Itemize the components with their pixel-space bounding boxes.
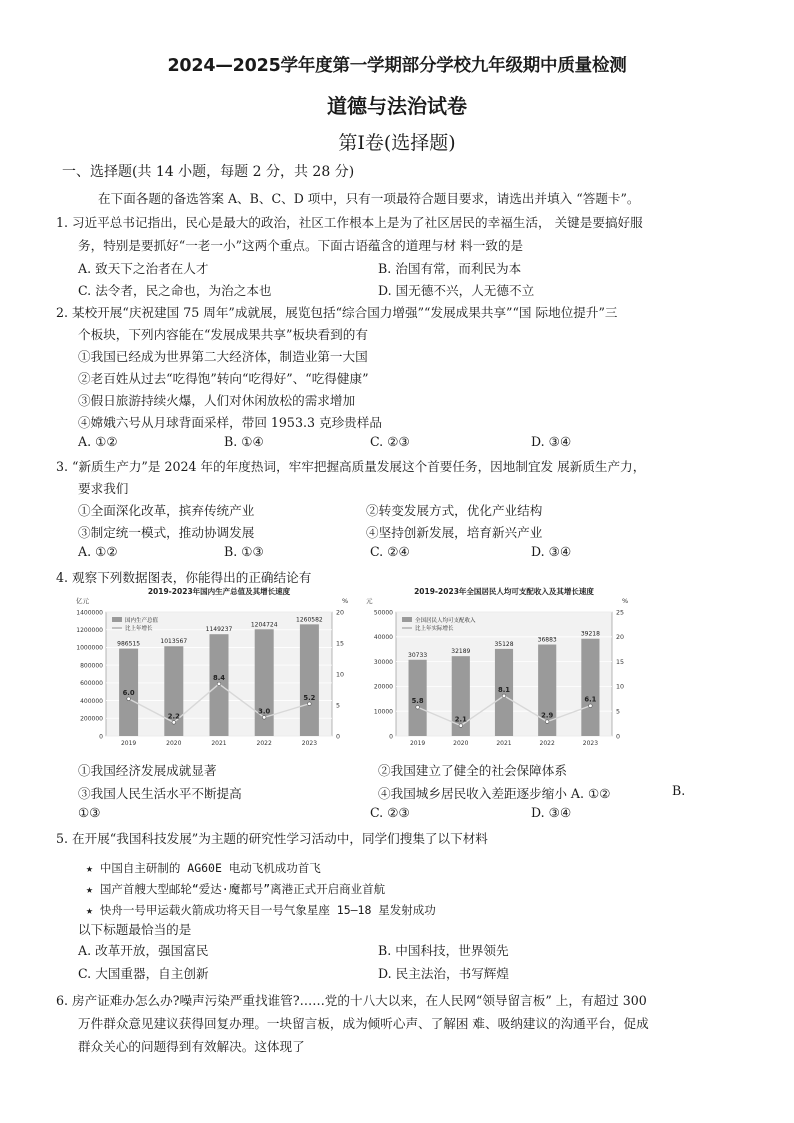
q3-option-a: A. ①②	[78, 544, 118, 559]
legend-bar-swatch	[402, 617, 412, 622]
bar	[300, 624, 319, 736]
q4-item-1: ①我国经济发展成就显著	[78, 763, 217, 778]
y-left-tick-label: 800000	[80, 662, 103, 670]
q6-stem-line1: 6. 房产证难办怎么办?噪声污染严重找谁管?……党的十八大以来，在人民网“领导留言板” 上，有超过 300	[56, 993, 647, 1008]
legend-line-label: 比上年实际增长	[415, 626, 454, 632]
growth-point	[589, 704, 593, 708]
x-tick-label: 2020	[453, 740, 469, 747]
q5-material-1: ★ 中国自主研制的 AG60E 电动飞机成功首飞	[86, 861, 321, 875]
q6-stem-line3: 群众关心的问题得到有效解决。这体现了	[78, 1039, 305, 1054]
q6-stem-line2: 万件群众意见建议获得回复办理。一块留言板，成为倾听心声、了解困 难、吸纳建议的沟通平台，促成	[78, 1016, 649, 1031]
y-left-tick-label: 20000	[373, 683, 393, 691]
y-left-tick-label: 400000	[80, 697, 103, 705]
legend-bar-label: 国内生产总值	[125, 618, 159, 624]
growth-point	[545, 720, 549, 724]
q4-item-3: ③我国人民生活水平不断提高	[78, 786, 242, 801]
bar	[581, 639, 599, 736]
bar-value-label: 1204724	[250, 621, 278, 629]
q5-material-3: ★ 快舟一号甲运载火箭成功将天目一号气象星座 15—18 星发射成功	[86, 903, 436, 917]
q2-item-4: ④嫦娥六号从月球背面采样，带回 1953.3 克珍贵样品	[78, 415, 382, 430]
y-right-unit: %	[342, 597, 349, 605]
q1-option-a: A. 致天下之治者在人才	[78, 261, 209, 276]
x-tick-label: 2021	[496, 740, 512, 747]
section-instruction: 在下面各题的备选答案 A、B、C、D 项中，只有一项最符合题目要求，请选出并填入 “答题卡”。	[98, 191, 640, 206]
income-chart	[350, 584, 640, 754]
q5-stem: 5. 在开展“我国科技发展”为主题的研究性学习活动中，同学们搜集了以下材料	[56, 831, 488, 846]
q3-stem-line1: 3. “新质生产力”是 2024 年的年度热词，牢牢把握高质量发展这个首要任务，因地制宜发 展新质生产力，	[56, 459, 646, 474]
q1-stem-line1: 1. 习近平总书记指出，民心是最大的政治，社区工作根本上是为了社区居民的幸福生活， 关键是要搞好服	[56, 215, 643, 230]
exam-title: 2024—2025学年度第一学期部分学校九年级期中质量检测	[167, 56, 627, 76]
q2-option-a: A. ①②	[78, 434, 118, 449]
growth-value-label: 8.1	[497, 685, 511, 694]
q4-option-d: D. ③④	[531, 805, 572, 820]
y-left-unit: 元	[366, 597, 373, 605]
q4-option-b-cont: ①③	[78, 805, 101, 820]
legend-bar-swatch	[112, 617, 122, 622]
y-right-unit: %	[622, 597, 629, 605]
chart-title: 2019-2023年全国居民人均可支配收入及其增长速度	[414, 587, 594, 596]
bar-value-label: 1013567	[160, 638, 188, 646]
q5-option-b: B. 中国科技，世界领先	[378, 943, 509, 958]
bar-value-label: 986515	[117, 640, 141, 648]
y-left-tick-label: 30000	[373, 658, 393, 666]
x-tick-label: 2022	[539, 740, 555, 747]
bar-value-label: 39218	[580, 630, 600, 638]
y-left-tick-label: 1400000	[76, 609, 103, 617]
growth-point	[416, 705, 420, 709]
y-left-tick-label: 40000	[373, 634, 393, 642]
y-left-tick-label: 0	[99, 733, 103, 741]
q2-stem-line2: 个板块，下列内容能在“发展成果共享”板块看到的有	[78, 327, 368, 342]
q3-option-d: D. ③④	[531, 544, 572, 559]
q1-option-d: D. 国无德不兴，人无德不立	[378, 283, 535, 298]
q2-option-d: D. ③④	[531, 434, 572, 449]
growth-value-label: 6.1	[584, 695, 597, 704]
x-tick-label: 2021	[211, 740, 227, 747]
growth-value-label: 8.4	[212, 673, 226, 682]
growth-value-label: 2.9	[541, 711, 554, 720]
legend-bar-label: 全国居民人均可支配收入	[415, 618, 476, 624]
q4-option-b-label: B.	[672, 783, 686, 798]
q5-question: 以下标题最恰当的是	[78, 922, 192, 937]
y-right-tick-label: 5	[616, 708, 621, 716]
q4-item-2: ②我国建立了健全的社会保障体系	[378, 763, 567, 778]
y-left-tick-label: 600000	[80, 680, 103, 688]
y-left-tick-label: 1200000	[76, 627, 103, 635]
gdp-chart	[60, 584, 360, 754]
bar-value-label: 36883	[537, 636, 557, 644]
q5-option-d: D. 民主法治，书写辉煌	[378, 966, 509, 981]
growth-point	[502, 694, 506, 698]
q2-option-b: B. ①④	[224, 434, 264, 449]
growth-value-label: 2.2	[167, 712, 180, 721]
y-right-tick-label: 15	[336, 640, 345, 648]
y-right-tick-label: 20	[616, 634, 625, 642]
x-tick-label: 2019	[120, 740, 137, 747]
bar	[255, 629, 274, 736]
q2-item-3: ③假日旅游持续火爆，人们对休闲放松的需求增加	[78, 393, 356, 408]
q3-stem-line2: 要求我们	[78, 481, 129, 496]
q2-item-1: ①我国已经成为世界第二大经济体，制造业第一大国	[78, 349, 368, 364]
growth-point	[217, 682, 221, 686]
y-right-tick-label: 20	[336, 609, 345, 617]
y-right-tick-label: 0	[336, 733, 341, 741]
q5-material-2: ★ 国产首艘大型邮轮“爱达·魔都号”离港正式开启商业首航	[86, 882, 386, 896]
y-right-tick-label: 15	[616, 658, 625, 666]
q3-option-b: B. ①③	[224, 544, 264, 559]
legend-line-label: 比上年增长	[125, 626, 153, 632]
y-left-tick-label: 50000	[373, 609, 393, 617]
x-tick-label: 2019	[409, 740, 426, 747]
chart-title: 2019-2023年国内生产总值及其增长速度	[147, 587, 291, 596]
q2-item-2: ②老百姓从过去“吃得饱”转向“吃得好”、“吃得健康”	[78, 371, 369, 386]
y-right-tick-label: 0	[616, 733, 621, 741]
bar-value-label: 1260582	[296, 616, 323, 624]
y-left-tick-label: 200000	[80, 715, 103, 723]
volume-title: 第Ⅰ卷(选择题)	[338, 132, 456, 154]
y-left-tick-label: 0	[389, 733, 393, 741]
growth-value-label: 2.1	[454, 715, 467, 724]
q2-option-c: C. ②③	[370, 434, 410, 449]
q4-option-c: C. ②③	[370, 805, 410, 820]
section-heading: 一、选择题(共 14 小题，每题 2 分，共 28 分)	[62, 164, 355, 180]
q3-item-1: ①全面深化改革，摈弃传统产业	[78, 503, 255, 518]
bar-value-label: 30733	[408, 651, 428, 659]
q3-option-c: C. ②④	[370, 544, 410, 559]
q1-option-c: C. 法令者，民之命也，为治之本也	[78, 283, 272, 298]
q5-option-c: C. 大国重器，自主创新	[78, 966, 209, 981]
subject-title: 道德与法治试卷	[327, 94, 467, 118]
q5-option-a: A. 改革开放，强国富民	[78, 943, 209, 958]
growth-point	[459, 724, 463, 728]
q1-stem-line2: 务，特别是要抓好“一老一小”这两个重点。下面古语蕴含的道理与材 料一致的是	[78, 238, 524, 253]
growth-value-label: 5.8	[411, 697, 424, 706]
q3-item-4: ④坚持创新发展，培育新兴产业	[366, 525, 543, 540]
q1-option-b: B. 治国有常，而利民为本	[378, 261, 522, 276]
q3-item-3: ③制定统一模式，推动协调发展	[78, 525, 255, 540]
growth-point	[262, 716, 266, 720]
y-right-tick-label: 10	[616, 683, 625, 691]
growth-value-label: 6.0	[122, 688, 135, 697]
q4-stem: 4. 观察下列数据图表，你能得出的正确结论有	[56, 570, 312, 585]
growth-point	[308, 702, 312, 706]
x-tick-label: 2022	[256, 740, 272, 747]
growth-point	[172, 721, 176, 725]
growth-value-label: 3.0	[258, 707, 271, 716]
growth-value-label: 5.2	[303, 693, 316, 702]
bar-value-label: 32189	[451, 648, 471, 656]
y-left-tick-label: 1000000	[76, 644, 103, 652]
x-tick-label: 2020	[166, 740, 182, 747]
x-tick-label: 2023	[582, 740, 599, 747]
growth-point	[127, 697, 131, 701]
x-tick-label: 2023	[301, 740, 318, 747]
y-left-tick-label: 10000	[373, 708, 393, 716]
y-right-tick-label: 10	[336, 671, 345, 679]
q3-item-2: ②转变发展方式，优化产业结构	[366, 503, 543, 518]
bar-value-label: 35128	[494, 640, 514, 648]
y-right-tick-label: 5	[336, 702, 341, 710]
q2-stem-line1: 2. 某校开展“庆祝建国 75 周年”成就展，展览包括“综合国力增强”“发展成果共享”“国 际地位提升”三	[56, 305, 618, 320]
q4-item-4-option-a: ④我国城乡居民收入差距逐步缩小 A. ①②	[378, 786, 611, 801]
y-right-tick-label: 25	[616, 609, 625, 617]
y-left-unit: 亿元	[76, 597, 89, 605]
bar-value-label: 1149237	[205, 626, 233, 634]
